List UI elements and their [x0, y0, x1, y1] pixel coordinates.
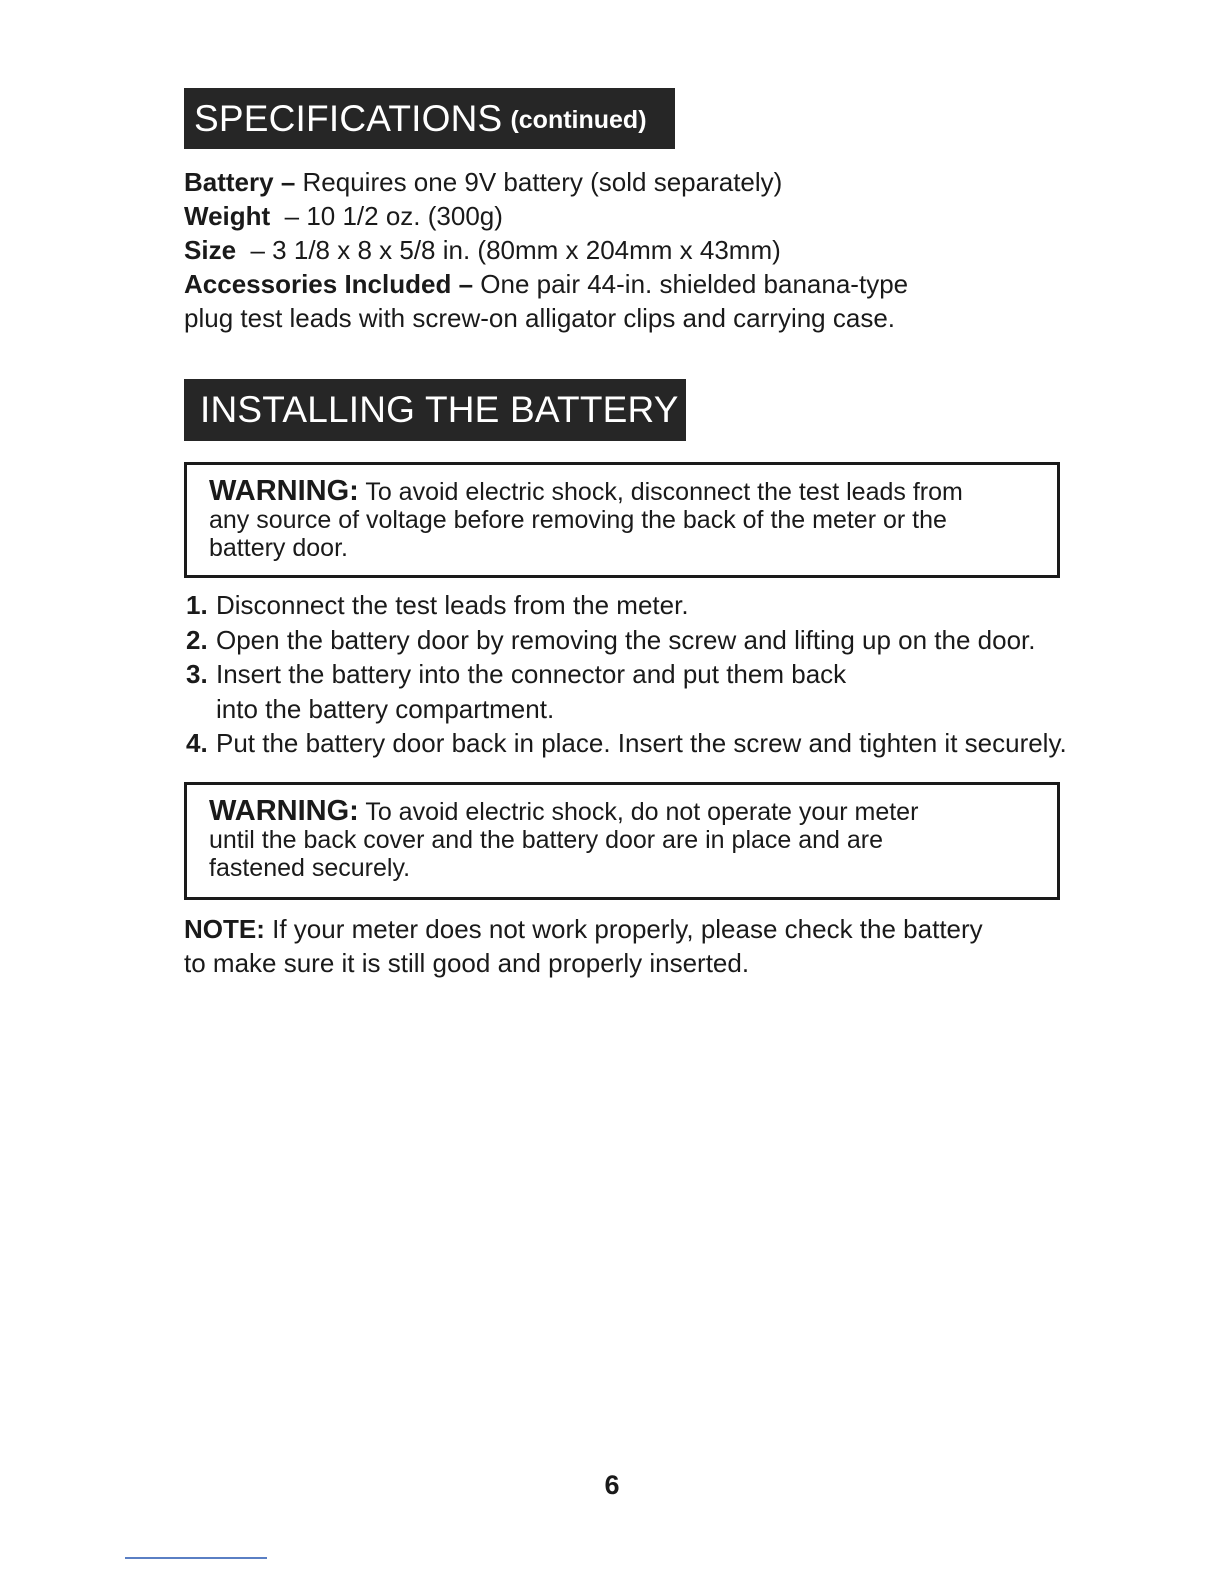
spec-value: 10 1/2 oz. (300g)	[306, 201, 503, 231]
warning-line: fastened securely.	[209, 854, 411, 882]
list-item	[186, 726, 1086, 761]
spec-value: Requires one 9V battery (sold separately)	[302, 167, 783, 197]
step-number: 2.	[186, 624, 208, 655]
page-number: 6	[604, 1470, 620, 1500]
warning-label: WARNING:	[209, 475, 359, 507]
note-label: NOTE:	[184, 914, 265, 944]
warning-text: To avoid electric shock, disconnect the test leads from	[365, 478, 963, 506]
specifications-title: SPECIFICATIONS	[194, 98, 503, 139]
note-text: If your meter does not work properly, please check the battery	[272, 914, 983, 944]
spec-list	[184, 165, 1044, 335]
warning-label: WARNING:	[209, 795, 359, 827]
step-text-line: into the battery compartment.	[216, 693, 555, 724]
install-battery-heading: INSTALLING THE BATTERY	[184, 379, 686, 441]
step-text	[216, 657, 846, 726]
warning-line: battery door.	[209, 534, 348, 562]
step-number: 4.	[186, 728, 208, 758]
step-number: 1.	[186, 590, 208, 620]
note-line: to make sure it is still good and properly inserted.	[184, 948, 750, 978]
spec-separator: –	[236, 235, 273, 265]
step-text: Open the battery door by removing the screw and lifting up on the door.	[216, 624, 1036, 655]
spec-label: Size	[184, 235, 237, 265]
spec-label: Weight	[184, 201, 271, 231]
warning-line	[209, 797, 1037, 826]
specifications-heading	[184, 88, 675, 149]
warning-line: any source of voltage before removing the back of the meter or the	[209, 506, 947, 534]
note	[184, 912, 1044, 980]
list-item	[186, 588, 1086, 623]
scan-artifact-line	[125, 1557, 267, 1559]
warning-box-operate	[184, 782, 1060, 900]
step-number: 3.	[186, 659, 208, 689]
spec-value: 3 1/8 x 8 x 5/8 in. (80mm x 204mm x 43mm)	[272, 235, 781, 265]
warning-text: To avoid electric shock, do not operate your meter	[365, 798, 919, 826]
warning-line	[209, 477, 1037, 506]
step-text-line: Insert the battery into the connector and put them back	[216, 659, 847, 689]
warning-box-disconnect	[184, 462, 1060, 578]
warning-line: until the back cover and the battery door are in place and are	[209, 826, 884, 854]
install-steps	[186, 588, 1086, 761]
spec-accessories-continuation: plug test leads with screw-on alligator clips and carrying case.	[184, 303, 896, 333]
list-item	[186, 657, 1086, 726]
spec-label: Battery	[184, 167, 274, 197]
spec-label: Accessories Included	[184, 269, 452, 299]
specifications-subtitle: (continued)	[510, 106, 647, 134]
step-text: Put the battery door back in place. Insert the screw and tighten it securely.	[216, 728, 1067, 758]
spec-separator: –	[273, 167, 303, 197]
list-item	[186, 623, 1086, 658]
spec-accessories	[184, 267, 1044, 301]
note-line	[184, 912, 1044, 946]
spec-weight	[184, 199, 1044, 233]
spec-battery	[184, 165, 1044, 199]
spec-separator: –	[270, 201, 307, 231]
step-text: Disconnect the test leads from the meter.	[216, 590, 689, 620]
spec-size	[184, 233, 1044, 267]
spec-separator: –	[451, 269, 481, 299]
spec-value: One pair 44-in. shielded banana-type	[480, 269, 909, 299]
